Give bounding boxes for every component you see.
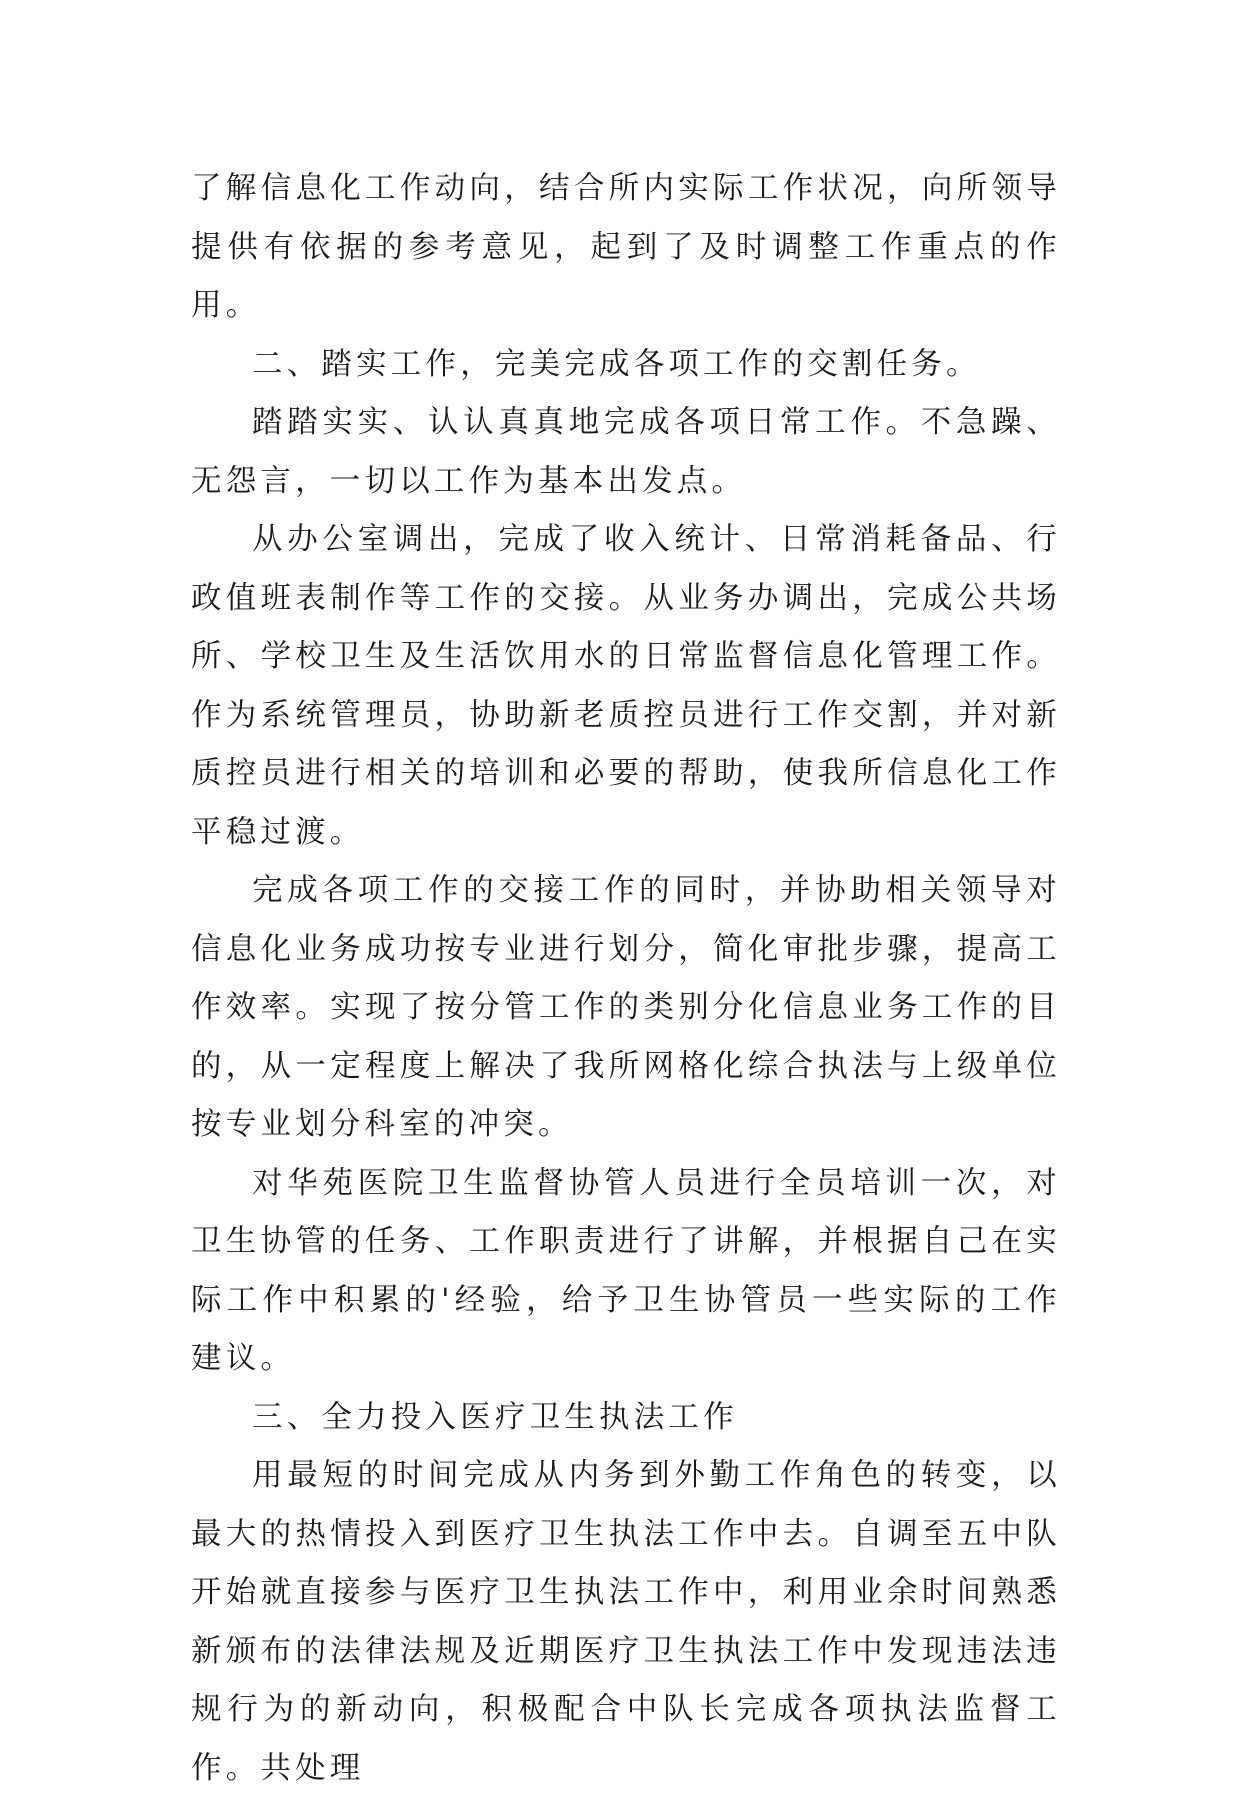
section-heading-3: 三、全力投入医疗卫生执法工作 — [252, 1399, 738, 1435]
paragraph-5: 完成各项工作的交接工作的同时，并协助相关领导对信息化业务成功按专业进行划分，简化审批步骤，提高工作效率。实现了按分管工作的类别分化信息业务工作的目的，从一定程度上解决了我所网格化综合执法与上级单位按专业划分科室的冲突。 — [191, 873, 1061, 1142]
paragraph-1: 了解信息化工作动向，结合所内实际工作状况，向所领导提供有依据的参考意见，起到了及时调整工作重点的作用。 — [191, 171, 1061, 323]
paragraph-3: 踏踏实实、认认真真地完成各项日常工作。不急躁、无怨言，一切以工作为基本出发点。 — [191, 405, 1061, 499]
paragraph-4: 从办公室调出，完成了收入统计、日常消耗备品、行政值班表制作等工作的交接。从业务办调出，完成公共场所、学校卫生及生活饮用水的日常监督信息化管理工作。作为系统管理员，协助新老质控员进行工作交割，并对新质控员进行相关的培训和必要的帮助，使我所信息化工作平稳过渡。 — [191, 522, 1061, 850]
paragraph-6: 对华苑医院卫生监督协管人员进行全员培训一次，对卫生协管的任务、工作职责进行了讲解，并根据自己在实际工作中积累的'经验，给予卫生协管员一些实际的工作建议。 — [191, 1165, 1061, 1376]
paragraph-8: 用最短的时间完成从内务到外勤工作角色的转变，以最大的热情投入到医疗卫生执法工作中去。自调至五中队开始就直接参与医疗卫生执法工作中，利用业余时间熟悉新颁布的法律法规及近期医疗卫生执法工作中发现违法违规行为的新动向，积极配合中队长完成各项执法监督工作。共处理 — [191, 1458, 1061, 1786]
section-heading-2: 二、踏实工作，完美完成各项工作的交割任务。 — [252, 346, 981, 382]
document-body — [191, 160, 1061, 1798]
